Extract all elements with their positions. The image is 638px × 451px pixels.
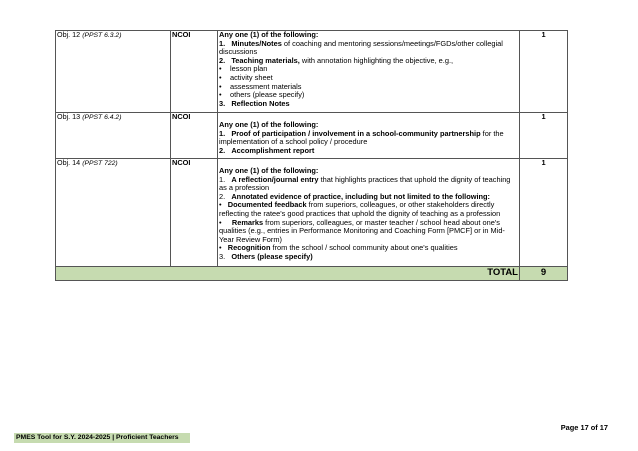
ppst-reference: (PPST 722)	[82, 160, 118, 167]
objective-cell	[56, 159, 171, 267]
bullet-icon: •	[219, 243, 222, 253]
total-value: 9	[520, 267, 568, 281]
bullet-icon: •	[219, 90, 222, 100]
item-number: 2.	[219, 191, 226, 201]
ppst-reference: (PPST 6.4.2)	[82, 114, 122, 121]
item-bold-text: Proof of participation / involvement in a school-community partnership	[231, 128, 481, 138]
table-row	[56, 31, 568, 113]
objective-cell	[56, 31, 171, 113]
item-text: of coaching and mentoring sessions/meetings/FGDs/other collegial	[281, 38, 503, 48]
item-text-continued: as a profession	[219, 183, 270, 193]
bullet-item: • lesson plan	[219, 64, 268, 74]
item-text: for the	[480, 128, 504, 138]
item-text-continued: discussions	[219, 47, 258, 57]
item-number: 3.	[219, 251, 226, 261]
footer-text: PMES Tool for S.Y. 2024-2025 | Proficient Teachers	[16, 434, 179, 441]
item-bold-text: Others (please specify)	[231, 251, 313, 261]
item-number: 1.	[219, 128, 226, 138]
item-bold-text: Teaching materials,	[231, 55, 300, 65]
objective-cell	[56, 113, 171, 159]
bullet-text-continued: Year Review Form)	[219, 234, 282, 244]
bullet-item: • assessment materials	[219, 81, 302, 91]
item-text: with annotation highlighting the objective, e.g.,	[299, 55, 454, 65]
item-number: 2.	[219, 145, 226, 155]
objective-label: Obj. 14	[57, 158, 81, 167]
bullet-item: • Remarks from superiors, colleagues, or master teacher / school head about one's	[219, 217, 500, 227]
bullet-item: • Recognition from the school / school community about one's qualities	[219, 243, 458, 253]
points-cell: 1	[520, 159, 568, 267]
item-text-continued: implementation of a school policy / procedure	[219, 137, 368, 147]
description-cell	[218, 113, 520, 159]
objectives-table	[55, 30, 568, 281]
type-cell: NCOI	[171, 31, 218, 113]
bullet-text-continued: reflecting the ratee's good practices that uphold the dignity of teaching as a profession	[219, 208, 501, 218]
bullet-text-continued: qualities (e.g., entries in Performance Monitoring and Coaching Form [PMCF] or in Mid-	[219, 226, 505, 236]
item-text: that highlights practices that uphold the dignity of teaching	[318, 174, 511, 184]
total-label: TOTAL	[56, 267, 520, 281]
bullet-item: • others (please specify)	[219, 90, 305, 100]
description-cell	[218, 159, 520, 267]
item-bold-text: Accomplishment report	[231, 145, 315, 155]
description-heading: Any one (1) of the following:	[219, 166, 319, 175]
total-row	[56, 267, 568, 281]
item-bold-text: Reflection Notes	[231, 98, 290, 108]
objective-label: Obj. 13	[57, 112, 81, 121]
bullet-icon: •	[219, 217, 222, 227]
type-cell: NCOI	[171, 159, 218, 267]
points-cell: 1	[520, 113, 568, 159]
list-item	[219, 253, 518, 262]
bullet-item: • activity sheet	[219, 72, 273, 82]
description-heading: Any one (1) of the following:	[219, 120, 319, 129]
page-number: Page 17 of 17	[560, 423, 608, 432]
item-number: 2.	[219, 55, 226, 65]
list-item	[219, 100, 518, 109]
objective-label: Obj. 12	[57, 30, 81, 39]
item-bold-text: Minutes/Notes	[231, 38, 282, 48]
type-cell: NCOI	[171, 113, 218, 159]
table-row	[56, 159, 568, 267]
ppst-reference: (PPST 6.3.2)	[82, 32, 122, 39]
list-item	[219, 147, 518, 156]
bullet-item: • Documented feedback from superiors, colleagues, or other stakeholders directly	[219, 200, 495, 210]
item-number: 3.	[219, 98, 226, 108]
description-heading: Any one (1) of the following:	[219, 30, 319, 39]
list-item	[219, 40, 518, 49]
item-number: 1.	[219, 174, 226, 184]
item-bold-text: Annotated evidence of practice, including but not limited to the following:	[231, 191, 491, 201]
item-number: 1.	[219, 38, 226, 48]
description-cell	[218, 31, 520, 113]
table-row	[56, 113, 568, 159]
item-bold-text: A reflection/journal entry	[231, 174, 319, 184]
points-cell: 1	[520, 31, 568, 113]
bullet-icon: •	[219, 64, 222, 74]
footer-band	[14, 433, 190, 443]
bullet-icon: •	[219, 72, 222, 82]
bullet-icon: •	[219, 81, 222, 91]
bullet-icon: •	[219, 200, 222, 210]
